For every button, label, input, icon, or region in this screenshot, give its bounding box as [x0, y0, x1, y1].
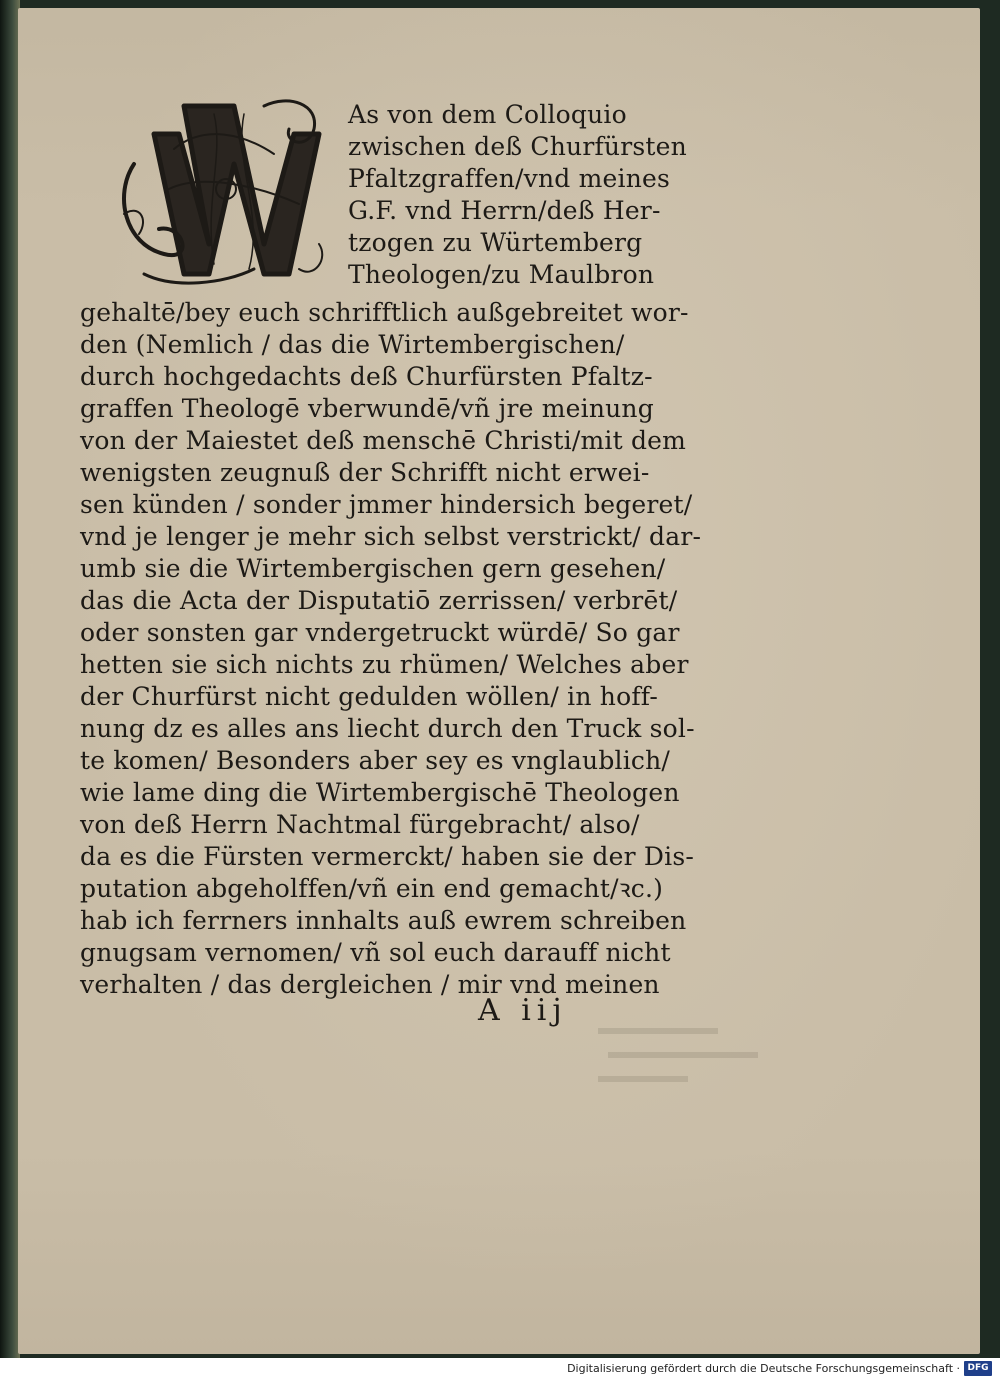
text-line: graffen Theologē vberwundē/vñ jre meinung [80, 394, 654, 423]
text-line: durch hochgedachts deß Churfürsten Pfaltz- [80, 362, 653, 391]
text-line: da es die Fürsten vermerckt/ haben sie der Dis- [80, 842, 695, 871]
text-line: hetten sie sich nichts zu rhümen/ Welches aber [80, 650, 689, 679]
decorated-initial-w [114, 94, 336, 290]
dfg-logo-icon: DFG [964, 1361, 992, 1376]
text-line: der Churfürst nicht gedulden wöllen/ in hoff- [80, 682, 659, 711]
text-line: putation abgeholffen/vñ ein end gemacht/ꝛc.) [80, 874, 664, 903]
text-line: Theologen/zu Maulbron [348, 260, 655, 289]
text-line: G.F. vnd Herrn/deß Her- [348, 196, 661, 225]
text-line: sen künden / sonder jmmer hindersich begeret/ [80, 490, 693, 519]
text-line: wenigsten zeugnuß der Schrifft nicht erwei- [80, 458, 650, 487]
signature-mark: A iij [478, 993, 568, 1028]
text-line: das die Acta der Disputatiō zerrissen/ verbrēt/ [80, 586, 678, 615]
show-through-stain [598, 1018, 768, 1098]
footer-credit-bar [0, 1358, 1000, 1380]
text-line: von der Maiestet deß menschē Christi/mit dem [80, 426, 687, 455]
text-line: vnd je lenger je mehr sich selbst verstrickt/ dar- [80, 522, 702, 551]
text-line: As von dem Colloquio [348, 100, 627, 129]
text-line: wie lame ding die Wirtembergischē Theologen [80, 778, 680, 807]
text-line: te komen/ Besonders aber sey es vnglaublich/ [80, 746, 671, 775]
text-line: hab ich ferrners innhalts auß ewrem schreiben [80, 906, 687, 935]
text-line: gehaltē/bey euch schrifftlich außgebreitet wor- [80, 298, 689, 327]
text-line: zwischen deß Churfürsten [348, 132, 687, 161]
text-line: den (Nemlich / das die Wirtembergischen/ [80, 330, 625, 359]
text-line: oder sonsten gar vndergetruckt würdē/ So gar [80, 618, 680, 647]
text-line: gnugsam vernomen/ vñ sol euch darauff nicht [80, 938, 671, 967]
text-line: nung dz es alles ans liecht durch den Truck sol- [80, 714, 695, 743]
text-line: tzogen zu Würtemberg [348, 228, 643, 257]
book-spine-edge [0, 0, 20, 1358]
book-page [18, 8, 980, 1354]
text-line: verhalten / das dergleichen / mir vnd meinen [80, 970, 660, 999]
text-line: Pfaltzgraffen/vnd meines [348, 164, 671, 193]
text-line: umb sie die Wirtembergischen gern gesehen/ [80, 554, 666, 583]
funding-credit-text: Digitalisierung gefördert durch die Deutsche Forschungsgemeinschaft · [567, 1362, 960, 1375]
text-line: von deß Herrn Nachtmal fürgebracht/ also/ [80, 810, 640, 839]
